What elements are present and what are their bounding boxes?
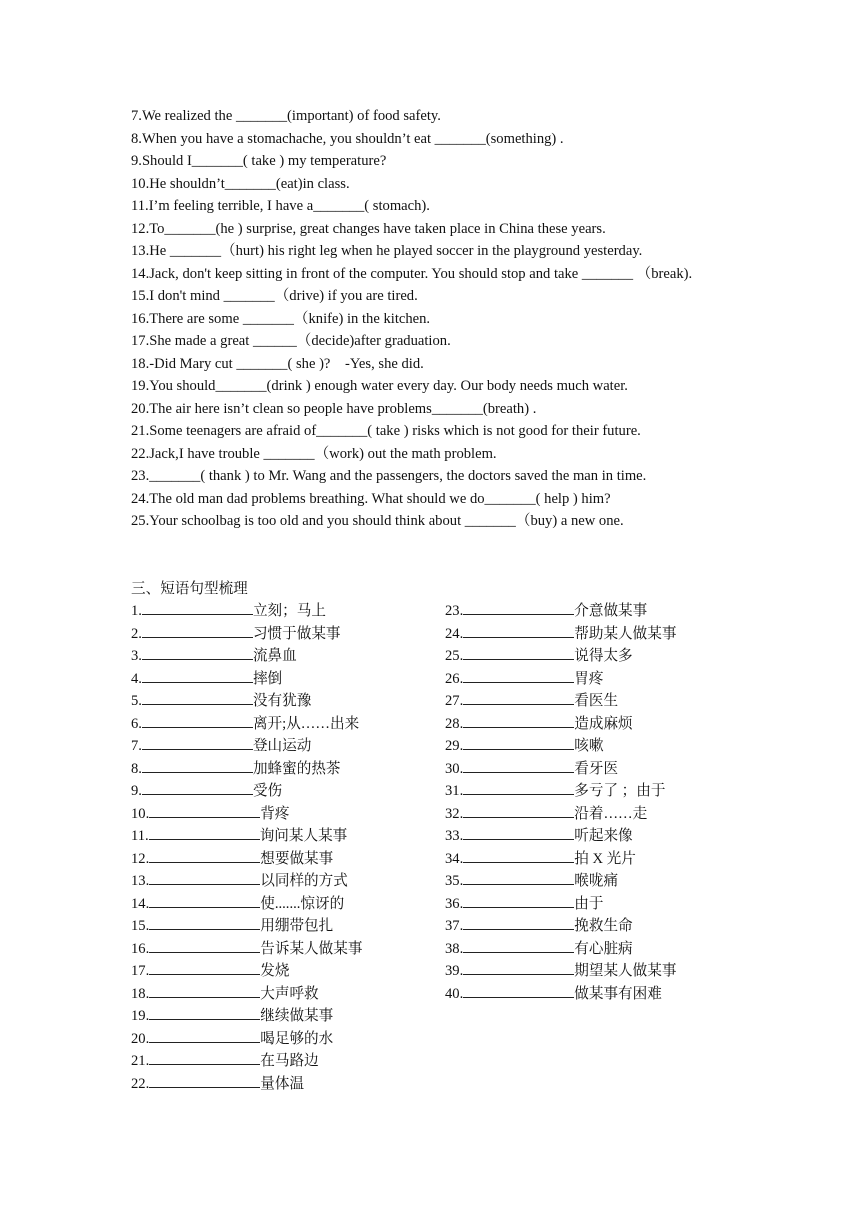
phrase-meaning: 摔倒 xyxy=(252,670,283,687)
phrase-meaning: 离开;从……出来 xyxy=(252,715,360,732)
phrase-meaning: 受伤 xyxy=(252,783,283,799)
phrase-meaning: 登山运动 xyxy=(252,738,312,754)
answer-blank[interactable] xyxy=(463,893,574,908)
answer-blank[interactable] xyxy=(149,915,260,930)
phrase-number: 36. xyxy=(445,895,464,912)
phrase-item xyxy=(131,713,431,736)
phrase-number: 17. xyxy=(131,963,150,979)
answer-blank[interactable] xyxy=(463,668,574,683)
phrase-number: 30. xyxy=(445,760,464,777)
phrase-meaning: 量体温 xyxy=(260,1075,305,1092)
phrase-item xyxy=(445,848,745,871)
phrase-item xyxy=(445,803,745,826)
sentence: 19.You should_______(drink ) enough water every day. Our body needs much water. xyxy=(131,378,628,394)
phrase-item xyxy=(445,645,745,668)
sentence: 25.Your schoolbag is too old and you should think about _______（buy) a new one. xyxy=(131,513,624,529)
phrase-meaning: 喝足够的水 xyxy=(260,1030,334,1047)
phrase-number: 9. xyxy=(131,783,142,799)
phrase-number: 33. xyxy=(445,828,464,844)
phrase-meaning: 告诉某人做某事 xyxy=(260,940,363,957)
answer-blank[interactable] xyxy=(463,600,574,615)
phrase-meaning: 咳嗽 xyxy=(574,738,604,754)
answer-blank[interactable] xyxy=(463,623,574,638)
phrase-number: 20. xyxy=(131,1030,150,1047)
answer-blank[interactable] xyxy=(149,803,260,818)
answer-blank[interactable] xyxy=(149,893,260,908)
answer-blank[interactable] xyxy=(463,713,574,728)
answer-blank[interactable] xyxy=(142,645,253,660)
answer-blank[interactable] xyxy=(149,848,260,863)
answer-blank[interactable] xyxy=(142,758,253,773)
phrase-item xyxy=(131,848,431,871)
phrase-meaning: 立刻；马上 xyxy=(252,603,326,619)
phrase-number: 34. xyxy=(445,850,464,867)
phrase-meaning: 挽救生命 xyxy=(574,918,633,934)
answer-blank[interactable] xyxy=(149,870,260,885)
sentence: 23._______( thank ) to Mr. Wang and the passengers, the doctors saved the man in time. xyxy=(131,468,647,484)
phrase-number: 31. xyxy=(445,783,464,799)
answer-blank[interactable] xyxy=(463,870,574,885)
phrase-item xyxy=(131,960,431,983)
phrase-number: 8. xyxy=(131,760,142,777)
phrase-meaning: 发烧 xyxy=(260,963,290,979)
phrase-number: 1. xyxy=(131,603,142,619)
phrase-item xyxy=(131,735,431,758)
phrase-number: 38. xyxy=(445,940,464,957)
sentence: 7.We realized the _______(important) of food safety. xyxy=(131,108,441,124)
phrase-item xyxy=(445,758,745,781)
phrase-meaning: 流鼻血 xyxy=(252,648,297,664)
answer-blank[interactable] xyxy=(142,668,253,683)
answer-blank[interactable] xyxy=(149,825,260,840)
sentence: 11.I’m feeling terrible, I have a_______( stomach). xyxy=(131,198,430,214)
phrase-item xyxy=(445,735,745,758)
phrase-item xyxy=(131,668,431,691)
answer-blank[interactable] xyxy=(149,983,260,998)
phrase-meaning: 习惯于做某事 xyxy=(252,625,341,642)
phrase-item xyxy=(131,893,431,916)
phrase-number: 3. xyxy=(131,648,142,664)
phrase-item xyxy=(131,803,431,826)
answer-blank[interactable] xyxy=(142,600,253,615)
answer-blank[interactable] xyxy=(463,645,574,660)
phrase-item xyxy=(131,758,431,781)
phrase-number: 22. xyxy=(131,1075,150,1092)
phrase-item xyxy=(445,713,745,736)
phrase-number: 37. xyxy=(445,918,464,934)
phrase-meaning: 胃疼 xyxy=(574,670,604,687)
answer-blank[interactable] xyxy=(149,1073,260,1088)
phrase-number: 24. xyxy=(445,625,464,642)
phrase-item xyxy=(445,938,745,961)
phrase-meaning: 沿着……走 xyxy=(574,805,648,822)
phrase-meaning: 想要做某事 xyxy=(260,850,334,867)
phrase-item xyxy=(445,870,745,893)
section-title: 三、短语句型梳理 xyxy=(131,581,248,597)
phrase-item xyxy=(445,690,745,713)
sentence: 16.There are some _______（knife) in the kitchen. xyxy=(131,310,431,327)
answer-blank[interactable] xyxy=(149,1005,260,1020)
phrase-meaning: 以同样的方式 xyxy=(260,873,348,889)
phrase-number: 35. xyxy=(445,873,464,889)
phrase-meaning: 由于 xyxy=(574,895,604,912)
phrase-meaning: 期望某人做某事 xyxy=(574,963,677,979)
sentence: 20.The air here isn’t clean so people have problems_______(breath) . xyxy=(131,400,537,417)
phrase-number: 14. xyxy=(131,895,150,912)
phrase-item xyxy=(131,870,431,893)
phrase-meaning: 喉咙痛 xyxy=(574,873,619,889)
phrase-meaning: 有心脏病 xyxy=(574,940,633,957)
phrase-number: 6. xyxy=(131,715,142,732)
phrase-item xyxy=(131,915,431,938)
phrase-number: 13. xyxy=(131,873,150,889)
answer-blank[interactable] xyxy=(142,713,253,728)
phrase-item xyxy=(131,1028,431,1051)
fill-in-sentences xyxy=(131,105,711,533)
answer-blank[interactable] xyxy=(142,623,253,638)
phrase-item xyxy=(131,1050,431,1073)
phrase-list-right xyxy=(445,600,745,1005)
sentence: 17.She made a great ______（decide)after graduation. xyxy=(131,333,451,349)
phrase-number: 4. xyxy=(131,670,142,687)
answer-blank[interactable] xyxy=(463,848,574,863)
sentence: 21.Some teenagers are afraid of_______( take ) risks which is not good for their future. xyxy=(131,423,641,439)
phrase-number: 10. xyxy=(131,805,150,822)
sentence: 9.Should I_______( take ) my temperature? xyxy=(131,153,387,169)
phrase-item xyxy=(131,938,431,961)
answer-blank[interactable] xyxy=(463,690,574,705)
sentence: 15.I don't mind _______（drive) if you are tired. xyxy=(131,288,418,304)
phrase-meaning: 没有犹豫 xyxy=(252,693,312,709)
phrase-meaning: 在马路边 xyxy=(260,1053,319,1069)
phrase-number: 28. xyxy=(445,715,464,732)
phrase-number: 32. xyxy=(445,805,464,822)
sentence: 8.When you have a stomachache, you shouldn’t eat _______(something) . xyxy=(131,130,564,147)
phrase-meaning: 帮助某人做某事 xyxy=(574,625,677,642)
phrase-number: 27. xyxy=(445,693,464,709)
answer-blank[interactable] xyxy=(463,960,574,975)
answer-blank[interactable] xyxy=(463,735,574,750)
phrase-number: 2. xyxy=(131,625,142,642)
sentence: 14.Jack, don't keep sitting in front of the computer. You should stop and take _______ （break). xyxy=(131,265,693,282)
answer-blank[interactable] xyxy=(149,960,260,975)
phrase-meaning: 做某事有困难 xyxy=(574,985,662,1002)
phrase-item xyxy=(445,825,745,848)
phrase-number: 23. xyxy=(445,603,464,619)
answer-blank[interactable] xyxy=(149,1028,260,1043)
sentence: 24.The old man dad problems breathing. What should we do_______( help ) him? xyxy=(131,490,611,507)
phrase-meaning: 加蜂蜜的热茶 xyxy=(252,760,341,777)
answer-blank[interactable] xyxy=(149,1050,260,1065)
phrase-meaning: 大声呼救 xyxy=(260,985,319,1002)
answer-blank[interactable] xyxy=(463,825,574,840)
answer-blank[interactable] xyxy=(149,938,260,953)
phrase-number: 40. xyxy=(445,985,464,1002)
phrase-meaning: 多亏了 ；由于 xyxy=(574,783,666,799)
phrase-meaning: 介意做某事 xyxy=(574,603,648,619)
phrase-meaning: 看牙医 xyxy=(574,760,619,777)
phrase-meaning: 询问某人某事 xyxy=(259,828,348,844)
sentence: 13.He _______（hurt) his right leg when he played soccer in the playground yesterday. xyxy=(131,243,643,259)
phrase-item xyxy=(131,983,431,1006)
phrase-item xyxy=(131,780,431,803)
sentence: 22.Jack,I have trouble _______（work) out the math problem. xyxy=(131,445,497,462)
phrase-number: 5. xyxy=(131,693,142,709)
phrase-number: 15. xyxy=(131,918,150,934)
answer-blank[interactable] xyxy=(463,758,574,773)
phrase-number: 18. xyxy=(131,985,150,1002)
phrase-item xyxy=(445,600,745,623)
phrase-meaning: 背疼 xyxy=(260,805,290,822)
phrase-item xyxy=(131,1073,431,1096)
phrase-number: 19. xyxy=(131,1008,150,1024)
answer-blank[interactable] xyxy=(463,803,574,818)
answer-blank[interactable] xyxy=(463,938,574,953)
phrase-number: 29. xyxy=(445,738,464,754)
phrase-meaning: 说得太多 xyxy=(574,648,633,664)
phrase-meaning: 造成麻烦 xyxy=(574,715,633,732)
phrase-item xyxy=(445,623,745,646)
phrase-meaning: 听起来像 xyxy=(574,828,633,844)
phrase-number: 26. xyxy=(445,670,464,687)
phrase-item xyxy=(445,893,745,916)
sentence: 18.-Did Mary cut _______( she )? -Yes, she did. xyxy=(131,355,424,372)
phrase-number: 7. xyxy=(131,738,142,754)
sentence: 12.To_______(he ) surprise, great changes have taken place in China these years. xyxy=(131,220,606,237)
answer-blank[interactable] xyxy=(142,690,253,705)
phrase-meaning: 拍 X 光片 xyxy=(574,850,636,867)
phrase-number: 25. xyxy=(445,648,464,664)
phrase-item xyxy=(445,668,745,691)
answer-blank[interactable] xyxy=(463,983,574,998)
phrase-meaning: 使.......惊讶的 xyxy=(260,895,345,912)
phrase-list-left xyxy=(131,600,431,1095)
phrase-item xyxy=(445,780,745,803)
sentence: 10.He shouldn’t_______(eat)in class. xyxy=(131,175,350,192)
phrase-item xyxy=(131,600,431,623)
phrase-item xyxy=(131,623,431,646)
phrase-item xyxy=(445,960,745,983)
phrase-meaning: 看医生 xyxy=(574,693,619,709)
phrase-number: 12. xyxy=(131,850,150,867)
answer-blank[interactable] xyxy=(142,735,253,750)
phrase-item xyxy=(131,825,431,848)
phrase-number: 39. xyxy=(445,963,464,979)
phrase-meaning: 继续做某事 xyxy=(260,1008,334,1024)
phrase-number: 11. xyxy=(131,828,149,844)
answer-blank[interactable] xyxy=(142,780,253,795)
phrase-number: 16. xyxy=(131,940,150,957)
answer-blank[interactable] xyxy=(463,780,574,795)
answer-blank[interactable] xyxy=(463,915,574,930)
phrase-item xyxy=(131,1005,431,1028)
phrase-item xyxy=(445,983,745,1006)
phrase-item xyxy=(131,690,431,713)
phrase-item xyxy=(445,915,745,938)
phrase-item xyxy=(131,645,431,668)
phrase-meaning: 用绷带包扎 xyxy=(260,918,334,934)
phrase-number: 21. xyxy=(131,1053,150,1069)
